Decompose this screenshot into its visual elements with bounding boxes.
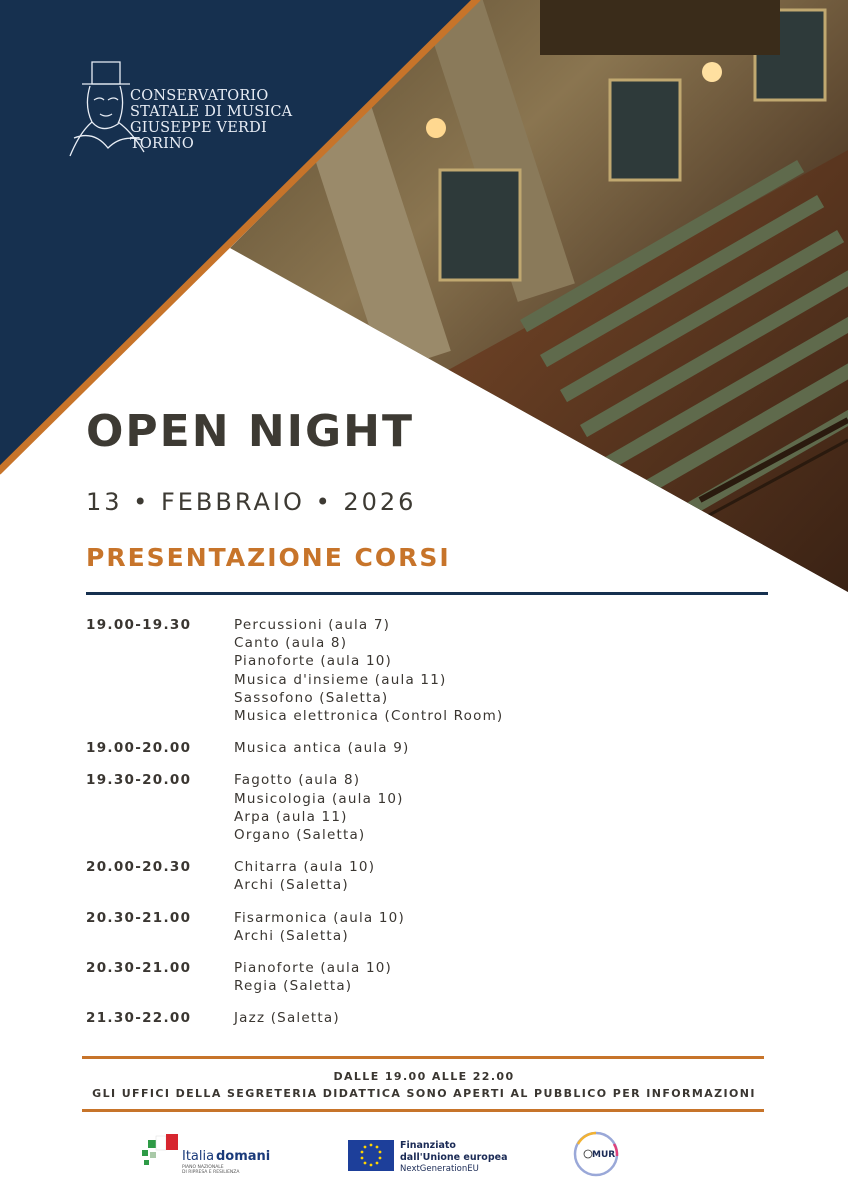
event-date: 13 • FEBBRAIO • 2026 [86, 488, 417, 516]
eu-funding-logo [347, 1130, 517, 1178]
course-item: Fisarmonica (aula 10) [234, 909, 405, 926]
course-item: Arpa (aula 11) [234, 808, 348, 825]
course-item: Archi (Saletta) [234, 877, 349, 894]
schedule-row [86, 1009, 786, 1027]
italia-sub-1: PIANO NAZIONALE [182, 1165, 224, 1170]
schedule-time: 20.00-20.30 [86, 859, 192, 876]
schedule-time: 19.00-20.00 [86, 740, 192, 757]
eu-line-1: Finanziato [400, 1140, 456, 1151]
footer-info: GLI UFFICI DELLA SEGRETERIA DIDATTICA SONO APERTI AL PUBBLICO PER INFORMAZIONI [92, 1087, 756, 1100]
divider-orange-bottom [82, 1109, 764, 1112]
schedule-time: 19.30-20.00 [86, 772, 192, 789]
domani-word: domani [216, 1149, 270, 1164]
schedule-courses [234, 739, 410, 757]
schedule-time: 20.30-21.00 [86, 960, 192, 977]
course-item: Regia (Saletta) [234, 978, 353, 995]
schedule-row [86, 909, 786, 945]
course-item: Musica antica (aula 9) [234, 740, 410, 757]
sponsor-logos [0, 1130, 848, 1180]
course-item: Musica elettronica (Control Room) [234, 708, 504, 725]
eu-line-3: NextGenerationEU [400, 1164, 479, 1174]
course-item: Chitarra (aula 10) [234, 859, 376, 876]
course-item: Musica d'insieme (aula 11) [234, 671, 447, 688]
course-item: Percussioni (aula 7) [234, 617, 391, 633]
institution-line-3: GIUSEPPE VERDI [130, 120, 267, 136]
course-item: Organo (Saletta) [234, 827, 366, 844]
schedule-courses [234, 959, 392, 995]
course-item: Jazz (Saletta) [234, 1010, 340, 1027]
event-title: OPEN NIGHT [86, 406, 414, 457]
course-item: Pianoforte (aula 10) [234, 960, 392, 977]
mur-text: MUR [592, 1150, 616, 1160]
divider-orange-top [82, 1056, 764, 1059]
course-item: Sassofono (Saletta) [234, 689, 389, 706]
schedule-time: 19.00-19.30 [86, 617, 192, 633]
course-item: Pianoforte (aula 10) [234, 653, 392, 670]
institution-line-4: TORINO [130, 136, 194, 152]
course-item: Archi (Saletta) [234, 927, 349, 944]
italiadomani-logo [140, 1130, 270, 1178]
schedule-courses [234, 1009, 340, 1027]
institution-name [130, 88, 292, 152]
schedule-list [86, 616, 786, 1042]
schedule-courses [234, 909, 405, 945]
schedule-time: 20.30-21.00 [86, 909, 192, 926]
course-item: Fagotto (aula 8) [234, 772, 361, 789]
schedule-time: 21.30-22.00 [86, 1010, 192, 1027]
schedule-row [86, 771, 786, 844]
italia-word: Italia [182, 1149, 215, 1164]
schedule-courses [234, 616, 503, 725]
italia-sub-2: DI RIPRESA E RESILIENZA [182, 1170, 240, 1175]
institution-line-1: CONSERVATORIO [130, 88, 269, 104]
schedule-row [86, 616, 786, 725]
course-item: Canto (aula 8) [234, 635, 348, 652]
course-item: Musicologia (aula 10) [234, 790, 404, 807]
divider-navy [86, 592, 768, 595]
eu-line-2: dall'Unione europea [400, 1152, 508, 1163]
schedule-row [86, 739, 786, 757]
footer-hours: DALLE 19.00 ALLE 22.00 [333, 1070, 515, 1083]
schedule-courses [234, 771, 404, 844]
schedule-row [86, 858, 786, 894]
schedule-row [86, 959, 786, 995]
event-subtitle: PRESENTAZIONE CORSI [86, 543, 451, 572]
schedule-courses [234, 858, 375, 894]
institution-line-2: STATALE DI MUSICA [130, 104, 293, 120]
mur-logo [570, 1130, 626, 1178]
